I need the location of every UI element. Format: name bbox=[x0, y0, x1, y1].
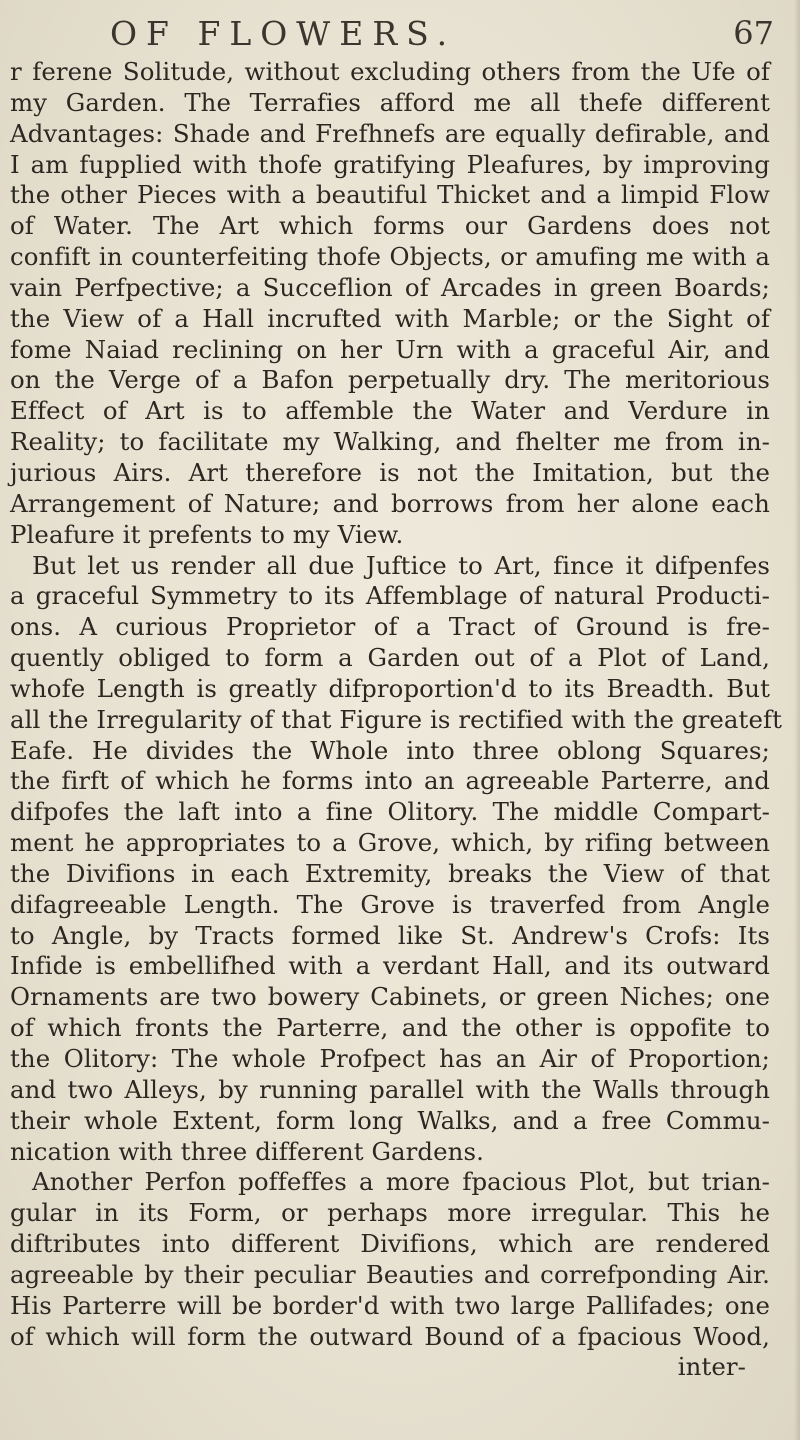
text-line: my Garden. The Terrafies afford me all thefe different bbox=[10, 87, 770, 117]
text-line: confift in counterfeiting thofe Objects, or amufing me with a bbox=[10, 242, 770, 272]
text-line: r ferene Solitude, without excluding others from the Ufe of bbox=[10, 57, 770, 86]
text-line: difagreeable Length. The Grove is traverfed from Angle bbox=[10, 889, 770, 919]
text-line: of which fronts the Parterre, and the other is oppofite to bbox=[10, 1013, 770, 1043]
text-line: difpofes the laft into a fine Olitory. The middle Compart- bbox=[10, 797, 770, 827]
text-line: ment he appropriates to a Grove, which, by rifing between bbox=[10, 828, 770, 858]
paragraph-end-line: nication with three different Gardens. bbox=[10, 1136, 484, 1166]
text-line: of Water. The Art which forms our Gardens does not bbox=[10, 211, 770, 241]
text-line: His Parterre will be border'd with two large Pallifades; one bbox=[10, 1290, 770, 1320]
text-line: gular in its Form, or perhaps more irregular. This he bbox=[10, 1198, 770, 1228]
paragraph-end-line: Pleafure it prefents to my View. bbox=[10, 519, 404, 549]
body-text bbox=[0, 57, 783, 1383]
text-line: Infide is embellifhed with a verdant Hall, and its outward bbox=[10, 951, 770, 981]
text-line: on the Verge of a Bafon perpetually dry. The meritorious bbox=[10, 365, 770, 395]
text-line: Reality; to facilitate my Walking, and fhelter me from in- bbox=[10, 427, 770, 457]
running-head-title: OF FLOWERS. bbox=[110, 14, 457, 53]
text-line: of which will form the outward Bound of a fpacious Wood, bbox=[10, 1321, 770, 1351]
text-line: agreeable by their peculiar Beauties and correfponding Air. bbox=[10, 1259, 770, 1289]
text-line: vain Perfpective; a Succeflion of Arcades in green Boards; bbox=[10, 272, 770, 302]
text-line: fome Naiad reclining on her Urn with a graceful Air, and bbox=[10, 334, 770, 364]
text-line: diftributes into different Divifions, which are rendered bbox=[10, 1229, 770, 1259]
text-line: the firft of which he forms into an agreeable Parterre, and bbox=[10, 766, 770, 796]
text-line: Effect of Art is to affemble the Water and Verdure in bbox=[10, 396, 770, 426]
text-line: to Angle, by Tracts formed like St. Andrew's Crofs: Its bbox=[10, 920, 770, 950]
text-line: Ornaments are two bowery Cabinets, or green Niches; one bbox=[10, 982, 770, 1012]
text-line: the View of a Hall incrufted with Marble; or the Sight of bbox=[10, 303, 770, 333]
running-head bbox=[0, 10, 800, 60]
text-line: Arrangement of Nature; and borrows from her alone each bbox=[10, 488, 770, 518]
catchword: inter- bbox=[677, 1352, 746, 1382]
paragraph-start-line: Another Perfon poffeffes a more fpacious Plot, but trian- bbox=[32, 1167, 770, 1197]
paragraph-start-line: But let us render all due Juftice to Art, fince it difpenfes bbox=[32, 550, 770, 580]
text-line: ons. A curious Proprietor of a Tract of Ground is fre- bbox=[10, 612, 770, 642]
text-line: Advantages: Shade and Frefhnefs are equally defirable, and bbox=[10, 118, 770, 148]
text-line: the Divifions in each Extremity, breaks the View of that bbox=[10, 858, 770, 888]
text-line: and two Alleys, by running parallel with the Walls through bbox=[10, 1074, 770, 1104]
text-line: Eafe. He divides the Whole into three oblong Squares; bbox=[10, 735, 770, 765]
text-line: I am fupplied with thofe gratifying Pleafures, by improving bbox=[10, 149, 770, 179]
page-edge-shadow bbox=[794, 0, 800, 1440]
text-line: the Olitory: The whole Profpect has an Air of Proportion; bbox=[10, 1044, 770, 1073]
text-line: a graceful Symmetry to its Affemblage of natural Producti- bbox=[10, 581, 770, 611]
page-number: 67 bbox=[733, 14, 774, 52]
text-line: jurious Airs. Art therefore is not the Imitation, but the bbox=[10, 457, 770, 487]
text-line: their whole Extent, form long Walks, and a free Commu- bbox=[10, 1105, 770, 1135]
text-line: the other Pieces with a beautiful Thicket and a limpid Flow bbox=[10, 180, 770, 210]
text-line: quently obliged to form a Garden out of a Plot of Land, bbox=[10, 643, 770, 673]
text-line: whofe Length is greatly difproportion'd to its Breadth. But bbox=[10, 673, 770, 703]
text-line: all the Irregularity of that Figure is rectified with the greateft bbox=[10, 704, 783, 734]
